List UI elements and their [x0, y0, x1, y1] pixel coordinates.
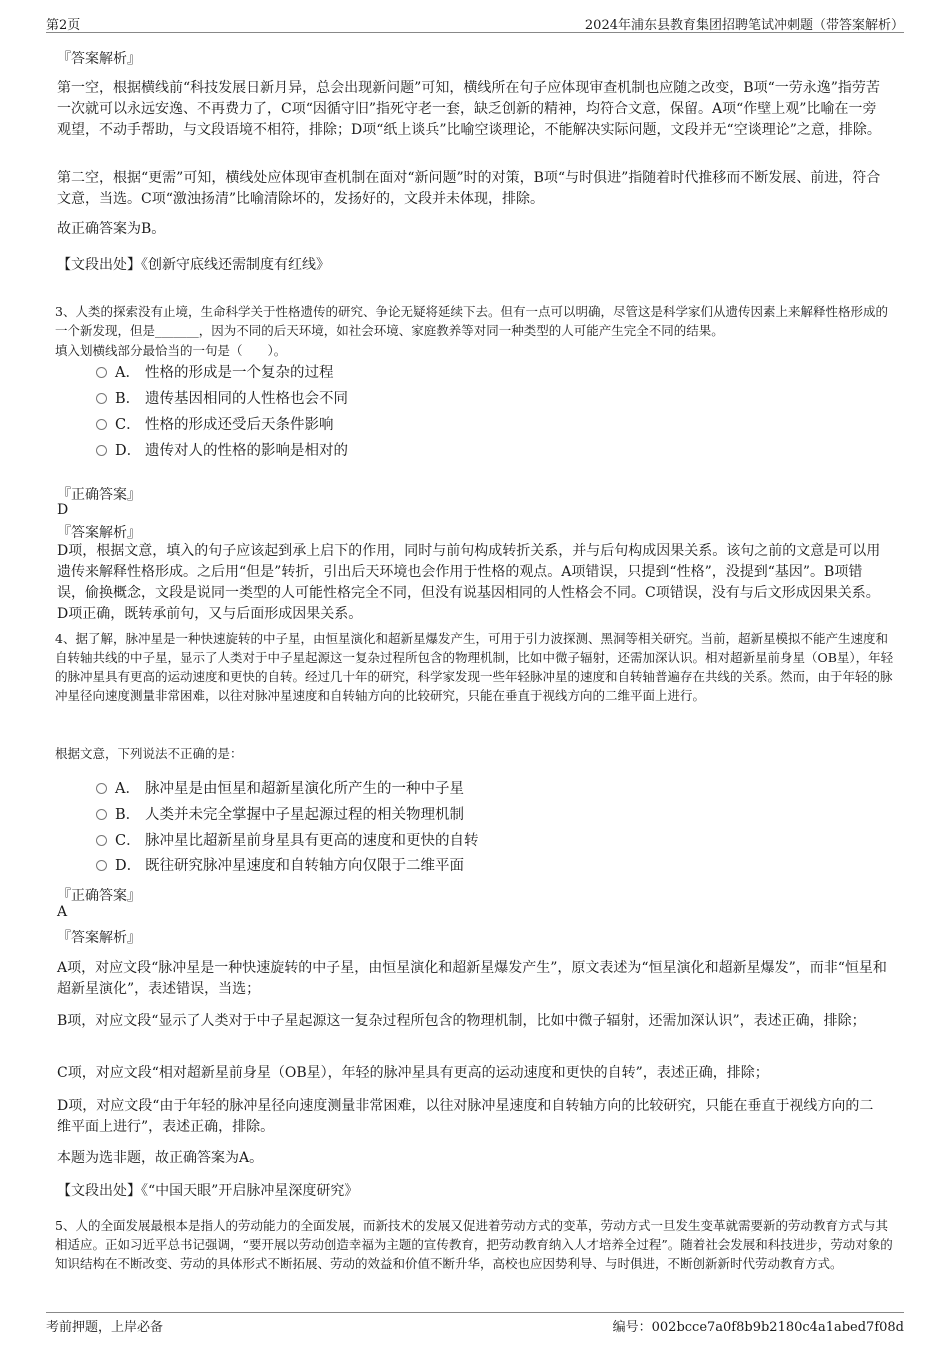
q4-source: 【文段出处】《“中国天眼”开启脉冲星深度研究》	[57, 1183, 359, 1199]
q3-prompt: 填入划横线部分最恰当的一句是（ ）。	[55, 343, 287, 358]
radio-icon[interactable]	[96, 445, 107, 456]
q3-analysis-label: 『答案解析』	[57, 525, 141, 541]
radio-icon[interactable]	[96, 860, 107, 871]
q4-option-d[interactable]: D． 既往研究脉冲星速度和自转轴方向仅限于二维平面	[96, 856, 464, 876]
radio-icon[interactable]	[96, 393, 107, 404]
q4-prompt: 根据文意，下列说法不正确的是：	[55, 746, 243, 761]
q2-source: 【文段出处】《创新守底线还需制度有红线》	[57, 257, 330, 273]
q3-analysis: D项，根据文意，填入的句子应该起到承上启下的作用，同时与前句构成转折关系，并与后句构成因果关系。该句之前的文意是可以用遗传来解释性格形成。之后用“但是”转折，引出后天环境也会作用于性格的观点。A项错误，只提到“性格”，没提到“基因”。B项错误，偷换概念，文段是说同一类型的人可能性格完全不同，但没有说基因相同的人性格会不同。C项错误，没有与后文形成因果关系。D项正确，既转承前句，又与后面形成因果关系。	[57, 543, 881, 622]
q3-option-a[interactable]: A． 性格的形成是一个复杂的过程	[96, 363, 334, 383]
q4-answer-label: 『正确答案』	[57, 888, 141, 904]
footer-code: 编号：002bcce7a0f8b9b2180c4a1abed7f08d	[612, 1320, 904, 1335]
q3-answer: D	[57, 502, 69, 518]
q4-stem: 4、据了解，脉冲星是一种快速旋转的中子星，由恒星演化和超新星爆发产生，可用于引力波探测、黑洞等相关研究。当前，超新星模拟不能产生速度和自转轴共线的中子星，显示了人类对于中子星起源这一复杂过程所包含的物理机制，比如中微子辐射，还需加深认识。相对超新星前身星（OB星），年轻的脉冲星具有更高的运动速度和更快的自转。经过几十年的研究，科学家发现一些年轻脉冲星的速度和自转轴普遍存在共线的关系。然而，由于年轻的脉冲星径向速度测量非常困难，以往对脉冲星速度和自转轴方向的比较研究，只能在垂直于视线方向的二维平面上进行。	[55, 631, 894, 703]
q3-option-b[interactable]: B． 遗传基因相同的人性格也会不同	[96, 389, 348, 409]
q4-analysis-d: D项，对应文段“由于年轻的脉冲星径向速度测量非常困难，以往对脉冲星速度和自转轴方向的比较研究，只能在垂直于视线方向的二维平面上进行”，表述正确，排除。	[57, 1098, 874, 1135]
q4-option-b[interactable]: B． 人类并未完全掌握中子星起源过程的相关物理机制	[96, 805, 464, 825]
page-number: 第2页	[46, 18, 81, 33]
q4-option-a[interactable]: A． 脉冲星是由恒星和超新星演化所产生的一种中子星	[96, 779, 464, 799]
q3-option-d[interactable]: D． 遗传对人的性格的影响是相对的	[96, 441, 348, 461]
q4-analysis-a: A项，对应文段“脉冲星是一种快速旋转的中子星，由恒星演化和超新星爆发产生”，原文表述为“恒星演化和超新星爆发”，而非“恒星和超新星演化”，表述错误，当选；	[57, 960, 887, 997]
q3-answer-label: 『正确答案』	[57, 487, 141, 503]
q2-analysis-label: 『答案解析』	[57, 51, 141, 67]
q4-conclusion: 本题为选非题，故正确答案为A。	[57, 1150, 264, 1166]
q2-analysis-p2: 第二空，根据“更需”可知，横线处应体现审查机制在面对“新问题”时的对策，B项“与时俱进”指随着时代推移而不断发展、前进，符合文意，当选。C项“激浊扬清”比喻清除坏的，发扬好的，文段并未体现，排除。	[57, 170, 881, 207]
q4-analysis-c: C项，对应文段“相对超新星前身星（OB星），年轻的脉冲星具有更高的运动速度和更快的自转”，表述正确，排除；	[57, 1065, 769, 1081]
q3-option-c[interactable]: C． 性格的形成还受后天条件影响	[96, 415, 334, 435]
q2-conclusion: 故正确答案为B。	[57, 221, 166, 237]
page-footer	[46, 1312, 904, 1333]
q5-stem: 5、人的全面发展最根本是指人的劳动能力的全面发展，而新技术的发展又促进着劳动方式的变革，劳动方式一旦发生变革就需要新的劳动教育方式与其相适应。正如习近平总书记强调，“要开展以劳动创造幸福为主题的宣传教育，把劳动教育纳入人才培养全过程”。随着社会发展和科技进步，劳动对象的知识结构在不断改变、劳动的具体形式不断拓展、劳动的效益和价值不断升华，高校也应因势利导、与时俱进，不断创新新时代劳动教育方式。	[55, 1218, 893, 1271]
q2-analysis-p1: 第一空，根据横线前“科技发展日新月异，总会出现新问题”可知，横线所在句子应体现审查机制也应随之改变，B项“一劳永逸”指劳苦一次就可以永远安逸、不再费力了，C项“因循守旧”指死守老一套，缺乏创新的精神，均符合文意，保留。A项“作壁上观”比喻在一旁观望，不动手帮助，与文段语境不相符，排除；D项“纸上谈兵”比喻空谈理论，不能解决实际问题，文段并无“空谈理论”之意，排除。	[57, 80, 881, 138]
q3-stem: 3、人类的探索没有止境，生命科学关于性格遗传的研究、争论无疑将延续下去。但有一点可以明确，尽管这是科学家们从遗传因素上来解释性格形成的一个新发现，但是_______，因为不同的后天环境，如社会环境、家庭教养等对同一种类型的人可能产生完全不同的结果。	[55, 304, 888, 338]
page-header	[46, 12, 904, 33]
q4-analysis-label: 『答案解析』	[57, 930, 141, 946]
footer-slogan: 考前押题，上岸必备	[46, 1320, 164, 1335]
radio-icon[interactable]	[96, 419, 107, 430]
radio-icon[interactable]	[96, 783, 107, 794]
radio-icon[interactable]	[96, 809, 107, 820]
document-title: 2024年浦东县教育集团招聘笔试冲刺题（带答案解析）	[584, 18, 904, 33]
q4-option-c[interactable]: C． 脉冲星比超新星前身星具有更高的速度和更快的自转	[96, 831, 479, 851]
q4-analysis-b: B项，对应文段“显示了人类对于中子星起源这一复杂过程所包含的物理机制，比如中微子辐射，还需加深认识”，表述正确，排除；	[57, 1013, 866, 1029]
radio-icon[interactable]	[96, 835, 107, 846]
q4-answer: A	[57, 904, 68, 920]
radio-icon[interactable]	[96, 367, 107, 378]
